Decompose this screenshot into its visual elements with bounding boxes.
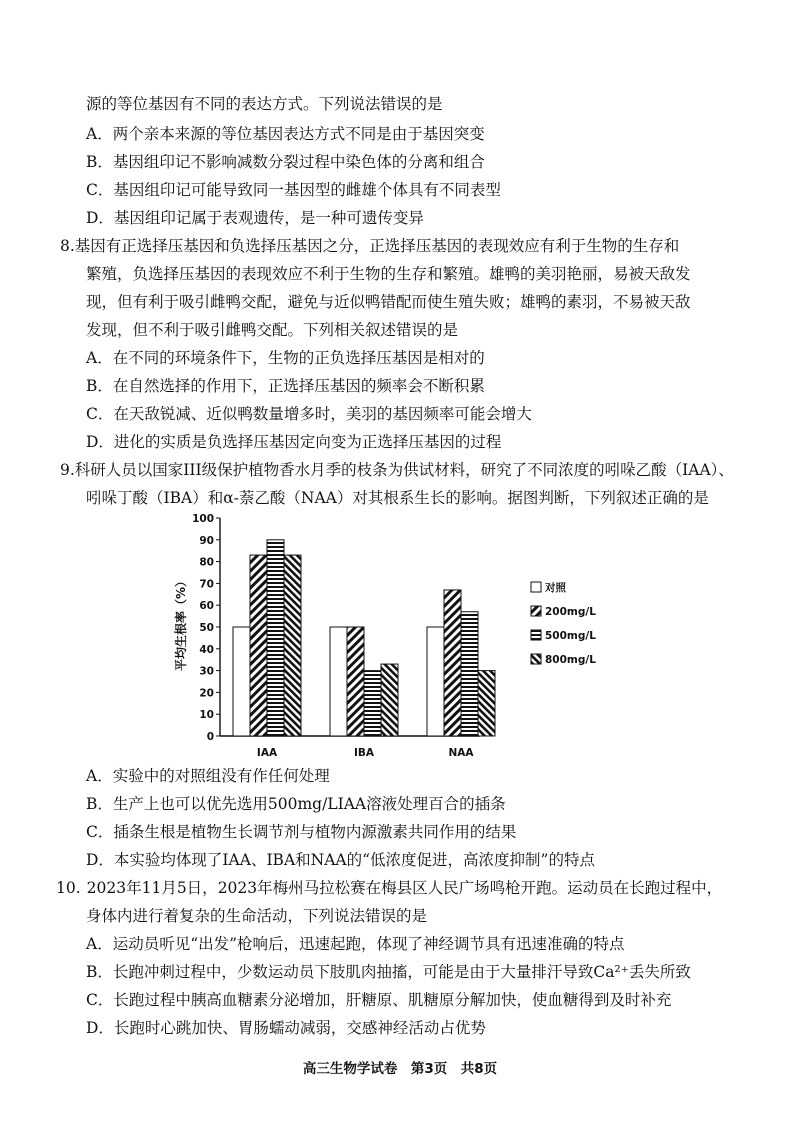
legend-label-2: 500mg/L bbox=[545, 630, 596, 642]
q8-number: 8. bbox=[60, 237, 75, 255]
x-tick-label-iba: IBA bbox=[353, 747, 375, 759]
q10-number: 10. bbox=[56, 879, 81, 897]
bar-naa-2 bbox=[461, 612, 478, 736]
bar-naa-1 bbox=[444, 590, 461, 736]
x-tick-label-naa: NAA bbox=[448, 747, 474, 759]
q8-option-c: C．在天敌锐减、近似鸭数量增多时，美羽的基因频率可能会增大 bbox=[86, 405, 532, 423]
q8-option-d: D．进化的实质是负选择压基因定向变为正选择压基因的过程 bbox=[86, 433, 502, 451]
q9-option-b: B．生产上也可以优先选用500mg/LIAA溶液处理百合的插条 bbox=[86, 795, 506, 813]
y-tick-label: 30 bbox=[199, 665, 214, 678]
bar-iba-2 bbox=[364, 671, 381, 736]
bar-iaa-2 bbox=[267, 540, 284, 736]
legend-swatch-3 bbox=[531, 654, 541, 664]
legend-label-0: 对照 bbox=[545, 582, 566, 594]
y-tick-label: 0 bbox=[206, 731, 214, 743]
q10-option-c: C．长跑过程中胰高血糖素分泌增加，肝糖原、肌糖原分解加快，使血糖得到及时补充 bbox=[86, 991, 672, 1009]
y-tick-label: 10 bbox=[199, 709, 214, 722]
q8-stem-line-4: 发现，但不利于吸引雌鸭交配。下列相关叙述错误的是 bbox=[86, 321, 459, 339]
q10-stem-line-1: 10. 2023年11月5日，2023年梅州马拉松赛在梅县区人民广场鸣枪开跑。运动员在长跑过程中， bbox=[56, 879, 723, 897]
q10-option-b: B．长跑冲刺过程中，少数运动员下肢肌肉抽搐，可能是由于大量排汗导致Ca²⁺丢失所致 bbox=[86, 963, 691, 981]
rooting-rate-bar-chart bbox=[165, 510, 625, 765]
chart-legend bbox=[531, 581, 596, 666]
bar-naa-3 bbox=[478, 671, 495, 736]
q10-stem-line-2: 身体内进行着复杂的生命活动，下列说法错误的是 bbox=[86, 907, 428, 925]
q9-stem-line-2: 吲哚丁酸（IBA）和α-萘乙酸（NAA）对其根系生长的影响。据图判断，下列叙述正确的是 bbox=[86, 489, 709, 507]
q10-option-d: D．长跑时心跳加快、胃肠蠕动减弱，交感神经活动占优势 bbox=[86, 1019, 486, 1037]
legend-swatch-1 bbox=[531, 606, 541, 616]
bar-iaa-3 bbox=[284, 555, 301, 736]
q8-stem-line-1: 8.基因有正选择压基因和负选择压基因之分，正选择压基因的表现效应有利于生物的生存和 bbox=[60, 237, 680, 255]
q7-option-b: B．基因组印记不影响减数分裂过程中染色体的分离和组合 bbox=[86, 153, 485, 171]
bar-iba-1 bbox=[347, 627, 364, 736]
x-tick-label-iaa: IAA bbox=[256, 747, 278, 759]
bar-naa-0 bbox=[427, 627, 444, 736]
y-tick-label: 40 bbox=[199, 643, 214, 656]
x-tick-labels bbox=[257, 747, 474, 759]
y-axis-label: 平均生根率（%） bbox=[174, 574, 188, 672]
q7-option-c: C．基因组印记可能导致同一基因型的雌雄个体具有不同表型 bbox=[86, 181, 501, 199]
y-tick-label: 80 bbox=[199, 556, 214, 569]
y-tick-label: 70 bbox=[199, 578, 214, 591]
q10-option-a: A．运动员听见“出发”枪响后，迅速起跑，体现了神经调节具有迅速准确的特点 bbox=[86, 935, 625, 953]
page-footer: 高三生物学试卷 第3页 共8页 bbox=[302, 1061, 498, 1077]
y-tick-label: 50 bbox=[199, 622, 214, 634]
y-tick-label: 90 bbox=[199, 534, 214, 547]
q9-option-d: D．本实验均体现了IAA、IBA和NAA的“低浓度促进，高浓度抑制”的特点 bbox=[86, 851, 595, 869]
q7-option-d: D．基因组印记属于表观遗传，是一种可遗传变异 bbox=[86, 209, 424, 227]
legend-label-1: 200mg/L bbox=[545, 606, 596, 618]
q7-stem-tail: 源的等位基因有不同的表达方式。下列说法错误的是 bbox=[86, 95, 443, 113]
bar-iaa-0 bbox=[233, 627, 250, 736]
legend-swatch-0 bbox=[531, 582, 541, 592]
y-tick-label: 60 bbox=[199, 600, 214, 613]
chart-bars bbox=[233, 540, 495, 736]
legend-swatch-2 bbox=[531, 630, 541, 640]
bar-iba-3 bbox=[381, 664, 398, 736]
bar-iba-0 bbox=[330, 627, 347, 736]
q8-option-b: B．在自然选择的作用下，正选择压基因的频率会不断积累 bbox=[86, 377, 485, 395]
bar-iaa-1 bbox=[250, 555, 267, 736]
q9-option-c: C．插条生根是植物生长调节剂与植物内源激素共同作用的结果 bbox=[86, 823, 517, 841]
q8-stem-line-3: 现，但有利于吸引雌鸭交配，避免与近似鸭错配而使生殖失败；雄鸭的素羽，不易被天敌 bbox=[86, 293, 691, 311]
q9-stem-line-1: 9.科研人员以国家III级保护植物香水月季的枝条为供试材料，研究了不同浓度的吲哚乙酸（IAA）、 bbox=[60, 461, 734, 479]
y-tick-label: 20 bbox=[199, 687, 214, 700]
legend-label-3: 800mg/L bbox=[545, 654, 596, 666]
y-tick-label: 100 bbox=[192, 513, 214, 525]
q8-stem-line-2: 繁殖，负选择压基因的表现效应不利于生物的生存和繁殖。雄鸭的美羽艳丽，易被天敌发 bbox=[86, 265, 691, 283]
q8-option-a: A．在不同的环境条件下，生物的正负选择压基因是相对的 bbox=[86, 349, 485, 367]
q9-option-a: A．实验中的对照组没有作任何处理 bbox=[86, 767, 330, 785]
q9-number: 9. bbox=[60, 461, 75, 479]
q7-option-a: A．两个亲本来源的等位基因表达方式不同是由于基因突变 bbox=[86, 125, 485, 143]
